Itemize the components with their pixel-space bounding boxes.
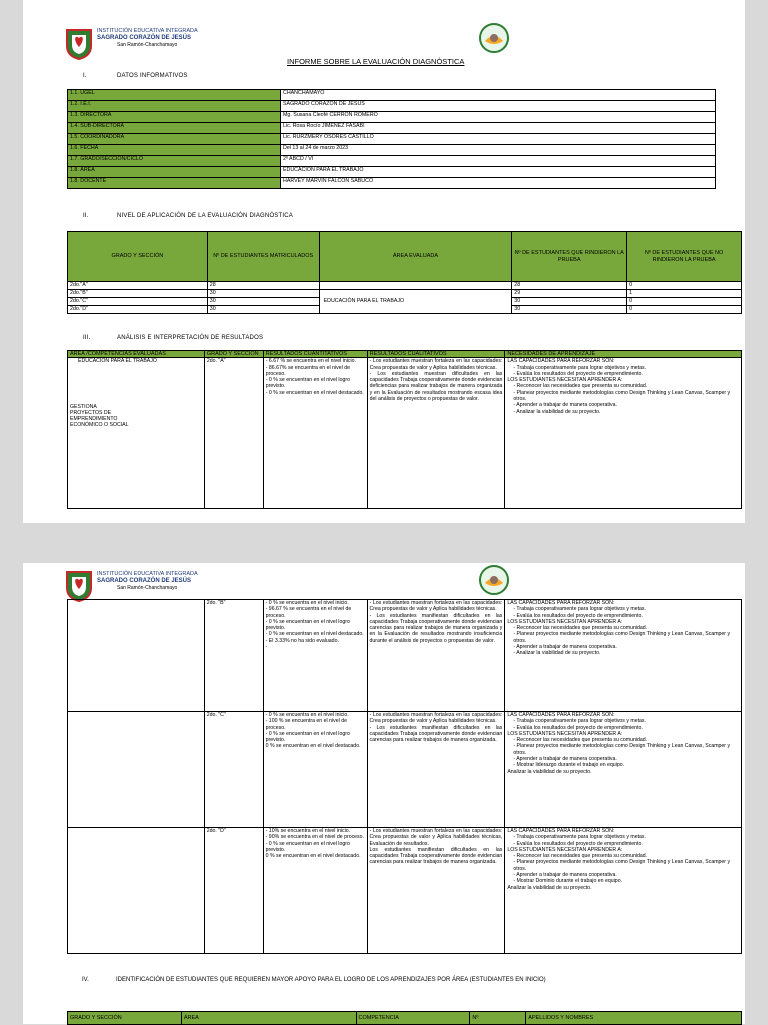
list-item: - Reconocer las necesidades que presenta su comunidad.: [513, 737, 648, 744]
list-item: -: [265, 644, 268, 651]
cualitativo-cell: [367, 600, 505, 712]
list-item: - Reconocer las necesidades que presenta su comunidad.: [513, 383, 648, 390]
grado-cell: 2do. "A": [204, 358, 263, 509]
institution-line-1: INSTITUCIÓN EDUCATIVA INTEGRADA: [97, 28, 198, 34]
list-item: - Aprender a trabajar de manera cooperativa.: [513, 756, 617, 763]
necesidades-list-1: [507, 834, 739, 847]
section-heading-2: [83, 213, 293, 219]
list-item: - 0 % se encuentran en el nivel destacado.: [265, 389, 364, 396]
necesidades-cell: [505, 712, 742, 828]
table-row: [68, 282, 742, 290]
area-cell: [68, 712, 205, 828]
list-item: - Los estudiantes muestran dificultades en las capacidades Trabaja cooperativamente donde evidencian deficiencias para realizar trabajos de manera organizada y en la Evaluación de resultados mostrando escasa idea del análisis de proyectos o propuestas de valor.: [369, 370, 503, 403]
info-value: SAGRADO CORAZON DE JESUS: [281, 101, 716, 112]
area-cell: [68, 828, 205, 954]
list-item: - Mostrar Dominio durante el trabajo en equipo.: [513, 878, 623, 885]
header-competencia: COMPETENCIA: [356, 1012, 470, 1025]
list-item: - Los estudiantes muestran fortaleza en las capacidades: Crea propuestas de valor y Aplica habilidades técnicas, Evaluación de resultados.: [369, 828, 503, 847]
section-heading-1: [83, 73, 188, 79]
institution-line-3: San Ramón-Chanchamayo: [117, 585, 178, 591]
list-item: - 90% se encuentra en el nivel de proceso.: [265, 834, 364, 841]
info-label: 1.4. SUB-DIRECTORA: [68, 123, 281, 134]
info-row: [68, 178, 716, 189]
necesidades-heading-1: LAS CAPACIDADES PARA REFORZAR SON:: [507, 828, 615, 834]
header-grado: GRADO Y SECCIÓN: [68, 1012, 182, 1025]
info-label: 1.8. ÁREA: [68, 167, 281, 178]
info-value: 2º ABCD / VI: [281, 156, 716, 167]
header-nombres: APELLIDOS Y NOMBRES: [526, 1012, 742, 1025]
institution-name: [97, 28, 198, 49]
info-value: EDUCACIÓN PARA EL TRABAJO: [281, 167, 716, 178]
necesidades-list-1: [507, 365, 739, 378]
grado-cell: 2do."B": [68, 290, 208, 298]
info-label: 1.3. DIRECTORA: [68, 112, 281, 123]
necesidades-cell: [505, 358, 742, 509]
cuantitativo-list: [266, 600, 365, 650]
necesidades-list-2: [507, 383, 739, 414]
cuantitativo-list: [266, 358, 365, 396]
table-row: [68, 600, 742, 712]
list-item: - 0 % se encuentran en el nivel logro previsto.: [265, 618, 350, 632]
info-value: HARVEY MARVIN FALCON SABUCO: [281, 178, 716, 189]
necesidades-list-2: [507, 737, 739, 768]
institution-line-3: San Ramón-Chanchamayo: [117, 42, 178, 48]
list-item: - Los estudiantes muestran fortaleza en las capacidades: Crea propuestas de valor y Aplica habilidades técnicas.: [369, 600, 503, 613]
list-item: - Trabaja cooperativamente para lograr objetivos y metas.: [513, 834, 646, 841]
application-level-table: [67, 231, 742, 314]
list-item: Los estudiantes manifiestan dificultades en las capacidades Trabaja cooperativamente donde evidencian carencias para realizar trabajos de manera organizada.: [369, 846, 503, 866]
area-title: EDUCACIÓN PARA EL TRABAJO: [78, 358, 157, 365]
table-header-row: [68, 232, 742, 282]
area-cell-top: [319, 282, 512, 290]
cualitativo-cell: [367, 828, 505, 954]
header-no-rindieron: Nº DE ESTUDIANTES QUE NO RINDIERON LA PRUEBA: [627, 232, 742, 282]
necesidades-heading-2: LOS ESTUDIANTES NECESITAN APRENDER A:: [507, 618, 623, 625]
cuantitativo-cell: [263, 828, 367, 954]
grado-cell: 2do. "B": [204, 600, 263, 712]
necesidades-tail: Analizar la viabilidad de su proyecto.: [507, 768, 592, 775]
list-item: - 0 % se encuentra en el nivel inicio.: [265, 600, 349, 606]
necesidades-heading-1: LAS CAPACIDADES PARA REFORZAR SON:: [507, 712, 615, 718]
no-rindieron-cell: 0: [627, 306, 742, 314]
necesidades-heading-2: LOS ESTUDIANTES NECESITAN APRENDER A:: [507, 377, 623, 384]
list-item: 0 % se encuentran en el nivel destacado.: [265, 743, 361, 750]
table-row: [68, 828, 742, 954]
grado-cell: 2do. "D": [204, 828, 263, 954]
results-analysis-table-continued: [67, 599, 742, 954]
document-page-2: [23, 563, 745, 1024]
list-item: - 0 % se encuentran en el nivel logro previsto.: [265, 377, 350, 390]
info-row: [68, 101, 716, 112]
results-analysis-table: [67, 350, 742, 509]
necesidades-list-1: [507, 718, 739, 731]
section-heading-4: [82, 977, 546, 983]
list-item: - Planear proyectos mediante metodologías como Design Thinking y Lean Canvas, Scamper y otros.: [513, 631, 731, 644]
cuantitativo-cell: [263, 358, 367, 509]
info-label: 1.8. DOCENTE: [68, 178, 281, 189]
cuantitativo-list: [266, 828, 365, 859]
header-matriculados: Nº DE ESTUDIANTES MATRICULADOS: [207, 232, 319, 282]
list-item: - 10% se encuentra en el nivel inicio.: [265, 828, 351, 834]
table-row: [68, 290, 742, 298]
header-necesidades: NECESIDADES DE APRENDIZAJE: [505, 351, 742, 358]
grado-cell: 2do."A": [68, 282, 208, 290]
list-item: - Planear proyectos mediante metodologías como Design Thinking y Lean Canvas, Scamper y otros.: [513, 859, 731, 872]
region-emblem-logo: [479, 565, 509, 595]
rindieron-cell: 29: [512, 290, 627, 298]
list-item: - Los estudiantes muestran fortaleza en las capacidades: Crea propuestas de valor y Aplica habilidades técnicas.: [369, 358, 503, 371]
necesidades-tail: Analizar la viabilidad de su proyecto.: [507, 884, 592, 891]
list-item: - Los estudiantes muestran fortaleza en las capacidades: Crea propuestas de valor y Aplica habilidades técnicas.: [369, 712, 503, 725]
necesidades-list-1: [507, 606, 739, 619]
header-rindieron: Nº DE ESTUDIANTES QUE RINDIERON LA PRUEBA: [512, 232, 627, 282]
list-item: - Aprender a trabajar de manera cooperativa.: [513, 872, 617, 879]
section-title: ANÁLISIS E INTERPRETACIÓN DE RESULTADOS: [117, 335, 264, 341]
table-row: [68, 712, 742, 828]
document-title: INFORME SOBRE LA EVALUACIÓN DIAGNÓSTICA: [287, 57, 465, 66]
rindieron-cell: 28: [512, 282, 627, 290]
list-item: - 6.67 % se encuentra en el nivel inicio.: [265, 358, 357, 365]
necesidades-cell: [505, 600, 742, 712]
list-item: - Analizar la viabilidad de su proyecto.: [513, 650, 601, 657]
section-title: IDENTIFICACIÓN DE ESTUDIANTES QUE REQUIEREN MAYOR APOYO PARA EL LOGRO DE LOS APRENDIZAJES POR ÁREA (ESTUDIANTES EN INICIO): [116, 977, 546, 983]
header-cuantitativos: RESULTADOS CUANTITATIVOS: [263, 351, 367, 358]
list-item: 0 % se encuentran en el nivel destacado.: [265, 853, 361, 860]
info-label: 1.5. COORDINADORA: [68, 134, 281, 145]
info-row: [68, 156, 716, 167]
list-item: - Aprender a trabajar de manera cooperativa.: [513, 644, 617, 651]
list-item: - Evalúa los resultados del proyecto de emprendimiento.: [513, 724, 643, 731]
list-item: - Reconocer las necesidades que presenta su comunidad.: [513, 853, 648, 860]
matriculados-cell: 30: [207, 298, 319, 306]
cualitativo-list: [370, 712, 503, 743]
institution-line-2: SAGRADO CORAZÓN DE JESÚS: [97, 578, 192, 584]
competencia-text: GESTIONA PROYECTOS DE EMPRENDIMIENTO ECONÓMICO O SOCIAL: [70, 403, 129, 429]
cualitativo-cell: [367, 712, 505, 828]
section-number: II.: [83, 213, 89, 219]
necesidades-heading-2: LOS ESTUDIANTES NECESITAN APRENDER A:: [507, 730, 623, 737]
grado-cell: 2do. "C": [204, 712, 263, 828]
necesidades-cell: [505, 828, 742, 954]
info-row: [68, 145, 716, 156]
section-number: I.: [83, 73, 87, 79]
table-header-row: [68, 1012, 742, 1025]
list-item: - Trabaja cooperativamente para lograr objetivos y metas.: [513, 364, 647, 371]
header-area: ÁREA EVALUADA: [319, 232, 512, 282]
info-label: 1.1. UGEL: [68, 90, 281, 101]
institution-line-1: INSTITUCIÓN EDUCATIVA INTEGRADA: [97, 571, 198, 577]
info-row: [68, 112, 716, 123]
list-item: - El 3.33% no ha sido evaluado.: [265, 637, 339, 644]
section-heading-3: [83, 335, 263, 341]
list-item: - 0 % se encuentra en el nivel inicio.: [265, 712, 349, 718]
no-rindieron-cell: 1: [627, 290, 742, 298]
no-rindieron-cell: 0: [627, 298, 742, 306]
info-row: [68, 134, 716, 145]
list-item: - 86.67% se encuentra en el nivel de proceso.: [265, 364, 350, 377]
list-item: - 96.67 % se encuentra en el nivel de proceso.: [265, 606, 352, 619]
list-item: - Mostrar liderazgo durante el trabajo en equipo.: [513, 762, 625, 769]
info-table: [67, 89, 716, 189]
header-cualitativos: RESULTADOS CUALITATIVOS: [367, 351, 505, 358]
list-item: - Los estudiantes manifiestan dificultades en las capacidades Trabaja cooperativamente donde evidencian carencias para realizar trabajos de manera organizada y en la Evaluación de resultados mostrando insuficiencia durante el análisis de proyectos o propuestas de valor.: [369, 612, 503, 644]
cuantitativo-cell: [263, 712, 367, 828]
list-item: - 0 % se encuentran en el nivel destacado.: [265, 631, 364, 638]
section-number: III.: [83, 335, 91, 341]
info-row: [68, 123, 716, 134]
list-item: - Evalúa los resultados del proyecto de emprendimiento.: [513, 840, 643, 847]
list-item: - 0 % se encuentran en el nivel logro previsto.: [265, 840, 350, 853]
document-page-1: [23, 0, 745, 523]
necesidades-heading-2: LOS ESTUDIANTES NECESITAN APRENDER A:: [507, 846, 623, 853]
table-row: [68, 358, 742, 509]
matriculados-cell: 30: [207, 306, 319, 314]
list-item: - Trabaja cooperativamente para lograr objetivos y metas.: [513, 718, 646, 725]
info-value: Del 13 al 24 de marzo 2023: [281, 145, 716, 156]
necesidades-list-2: [507, 853, 739, 884]
info-row: [68, 167, 716, 178]
list-item: - 100 % se encuentra en el nivel de proceso.: [265, 718, 347, 731]
grado-cell: 2do."D": [68, 306, 208, 314]
list-item: - 0 % se encuentran en el nivel logro previsto.: [265, 730, 350, 744]
list-item: - Reconocer las necesidades que presenta su comunidad.: [513, 625, 648, 632]
institution-line-2: SAGRADO CORAZÓN DE JESÚS: [97, 35, 192, 41]
list-item: - Planear proyectos mediante metodologías como Design Thinking y Lean Canvas, Scamper y otros.: [513, 389, 731, 403]
info-value: Mg. Susana Cleofé CERRÓN ROMERO: [281, 112, 716, 123]
area-evaluada-cell: EDUCACIÓN PARA EL TRABAJO: [319, 290, 512, 314]
region-emblem-logo: [479, 23, 509, 53]
no-rindieron-cell: 0: [627, 282, 742, 290]
info-value: Lic. Rosa Rocío JIMÉNEZ FASABI: [281, 123, 716, 134]
area-cell: [68, 600, 205, 712]
cuantitativo-cell: [263, 600, 367, 712]
info-label: 1.2. I.E.I.: [68, 101, 281, 112]
necesidades-heading-1: LAS CAPACIDADES PARA REFORZAR SON:: [507, 600, 615, 606]
info-label: 1.7. GRADO/SECCION/CICLO: [68, 156, 281, 167]
list-item: - Trabaja cooperativamente para lograr objetivos y metas.: [513, 606, 646, 613]
info-value: Lic. RURZMERY OSORES CASTILLO: [281, 134, 716, 145]
section-title: DATOS INFORMATIVOS: [117, 73, 188, 79]
matriculados-cell: 30: [207, 290, 319, 298]
header-area-competencias: ÁREA /COMPETENCIAS EVALUADAS: [68, 351, 205, 358]
info-value: CHANCHAMAYO: [281, 90, 716, 101]
section-title: NIVEL DE APLICACIÓN DE LA EVALUACIÓN DIAGNÓSTICA: [117, 213, 293, 219]
rindieron-cell: 30: [512, 298, 627, 306]
school-crest-logo: [64, 28, 94, 60]
grado-cell: 2do."C": [68, 298, 208, 306]
info-label: 1.6. FECHA: [68, 145, 281, 156]
header-grado: GRADO Y SECCIÓN: [68, 232, 208, 282]
rindieron-cell: 30: [512, 306, 627, 314]
institution-name: [97, 571, 198, 592]
info-row: [68, 90, 716, 101]
header-numero: Nº: [470, 1012, 526, 1025]
table-header-row: [68, 351, 742, 358]
cuantitativo-list: [266, 712, 365, 750]
school-crest-logo: [64, 570, 94, 602]
students-support-table: [67, 1011, 742, 1025]
cualitativo-list: [370, 358, 503, 402]
area-cell: [68, 358, 205, 509]
list-item: - Evalúa los resultados del proyecto de emprendimiento.: [513, 370, 643, 377]
necesidades-heading-1: LAS CAPACIDADES PARA REFORZAR SON:: [507, 358, 615, 365]
list-item: - Analizar la viabilidad de su proyecto.: [513, 408, 601, 415]
matriculados-cell: 28: [207, 282, 319, 290]
list-item: - Evalúa los resultados del proyecto de emprendimiento.: [513, 612, 643, 619]
header-grado: GRADO Y SECCIÓN: [204, 351, 263, 358]
list-item: - Planear proyectos mediante metodologías como Design Thinking y Lean Canvas, Scamper y otros.: [513, 743, 731, 756]
list-item: - Aprender a trabajar de manera cooperativa.: [513, 402, 617, 409]
necesidades-list-2: [507, 625, 739, 656]
cualitativo-cell: [367, 358, 505, 509]
cualitativo-list: [370, 600, 503, 644]
section-number: IV.: [82, 977, 89, 983]
cualitativo-list: [370, 828, 503, 866]
list-item: - Los estudiantes manifiestan dificultades en las capacidades Trabaja cooperativamente donde evidencian carencias para realizar trabajos de manera organizada.: [369, 724, 503, 744]
header-area: ÁREA: [181, 1012, 356, 1025]
